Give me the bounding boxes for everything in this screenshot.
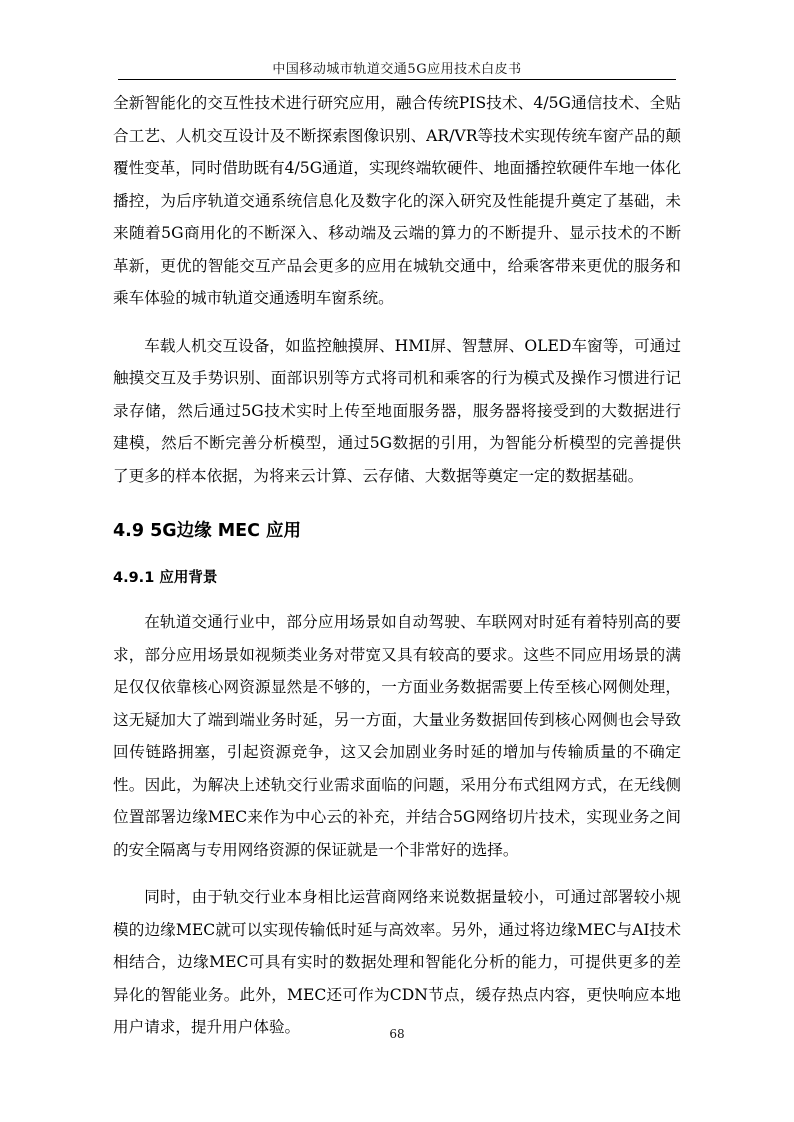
- section-gap: [113, 492, 681, 516]
- paragraph-mec-benefits: 同时，由于轨交行业本身相比运营商网络来说数据量较小，可通过部署较小规模的边缘MEC就可以实现传输低时延与高效率。另外，通过将边缘MEC与AI技术相结合，边缘MEC可具有实时的数据处理和智能化分析的能力，可提供更多的差异化的智能业务。此外，MEC还可作为CDN节点，缓存热点内容，更快响应本地用户请求，提升用户体验。: [113, 888, 681, 1036]
- section-heading: 4.9 5G边缘 MEC 应用: [113, 521, 302, 541]
- paragraph-gap: [113, 315, 681, 330]
- paragraph-gap: [113, 866, 681, 881]
- header-divider: [118, 79, 676, 80]
- paragraph-hmi-devices: 车载人机交互设备，如监控触摸屏、HMI屏、智慧屏、OLED车窗等，可通过触摸交互及手势识别、面部识别等方式将司机和乘客的行为模式及操作习惯进行记录存储，然后通过5G技术实时上传至地面服务器，服务器将接受到的大数据进行建模，然后不断完善分析模型，通过5G数据的引用，为智能分析模型的完善提供了更多的样本依据，为将来云计算、云存储、大数据等奠定一定的数据基础。: [113, 336, 681, 485]
- subsection-gap: [113, 546, 681, 566]
- document-body: [113, 87, 681, 1044]
- paragraph-intro-continuation: 全新智能化的交互性技术进行研究应用，融合传统PIS技术、4/5G通信技术、全贴合工艺、人机交互设计及不断探索图像识别、AR/VR等技术实现传统车窗产品的颠覆性变革，同时借助既有4/5G通道，实现终端软硬件、地面播控软硬件车地一体化播控，为后序轨道交通系统信息化及数字化的深入研究及性能提升奠定了基础，未来随着5G商用化的不断深入、移动端及云端的算力的不断提升、显示技术的不断革新，更优的智能交互产品会更多的应用在城轨交通中，给乘客带来更优的服务和乘车体验的城市轨道交通透明车窗系统。: [113, 94, 681, 307]
- subsection-body-gap: [113, 590, 681, 606]
- page-number: 68: [389, 1027, 405, 1041]
- page-header-title: 中国移动城市轨道交通5G应用技术白皮书: [272, 62, 522, 77]
- subsection-heading: 4.9.1 应用背景: [113, 570, 218, 586]
- paragraph-mec-background: 在轨道交通行业中，部分应用场景如自动驾驶、车联网对时延有着特别高的要求，部分应用场景如视频类业务对带宽又具有较高的要求。这些不同应用场景的满足仅仅依靠核心网资源显然是不够的，一方面业务数据需要上传至核心网侧处理，这无疑加大了端到端业务时延，另一方面，大量业务数据回传到核心网侧也会导致回传链路拥塞，引起资源竞争，这又会加剧业务时延的增加与传输质量的不确定性。因此，为解决上述轨交行业需求面临的问题，采用分布式组网方式，在无线侧位置部署边缘MEC来作为中心云的补充，并结合5G网络切片技术，实现业务之间的安全隔离与专用网络资源的保证就是一个非常好的选择。: [113, 613, 681, 859]
